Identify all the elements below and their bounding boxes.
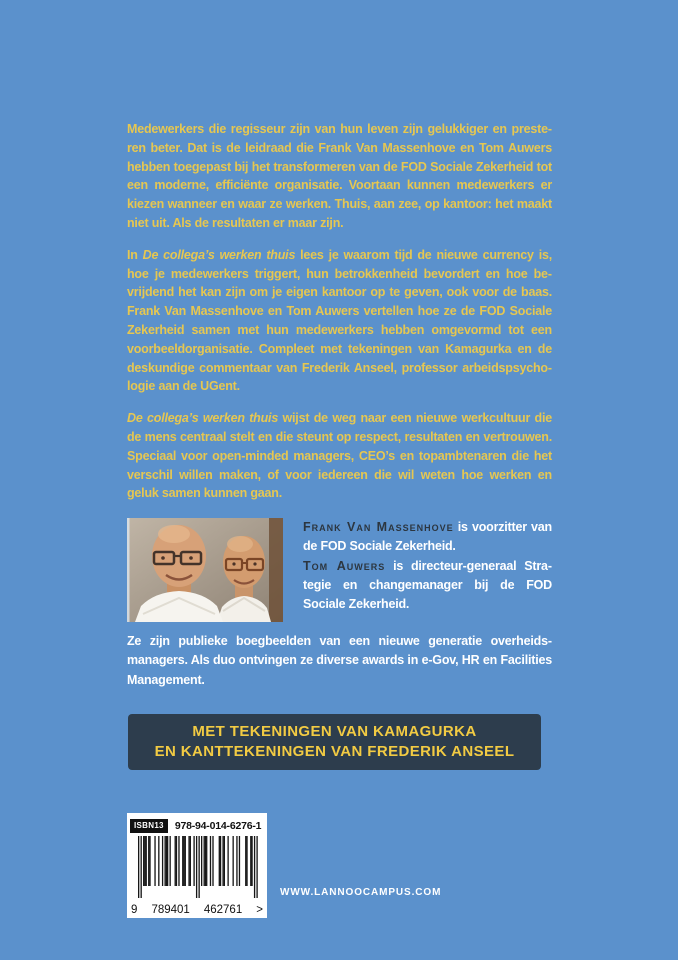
synopsis-paragraph-1: Medewerkers die regisseur zijn van hun leven zijn gelukkiger en presteren beter. Dat is de leidraad die Frank Van Massenhove en Tom Auwers hebben toegepast bij het transformeren van de FOD Sociale Zekerheid tot een moderne, efficiënte organisatie. Voortaan kunnen medewerkers er kiezen wanneer en waar ze werken. Thuis, aan zee, op kantoor: het maakt niet uit. Als de resultaten er maar zijn. xyxy=(127,122,552,230)
synopsis-paragraph-3-body: wijst de weg naar een nieuwe werkcultuur die de mens centraal stelt en die steunt op respect, resultaten en vertrouwen. Speciaal voor open-minded managers, CEO’s en topambtenaren die het verschil willen maken, of voor iedereen die wil weten hoe werken en geluk samen kunnen gaan. xyxy=(127,411,552,501)
authors-photo-illustration xyxy=(127,518,283,622)
banner-line-1: MET TEKENINGEN VAN KAMAGURKA xyxy=(192,723,477,740)
synopsis-paragraph-2 xyxy=(127,246,552,396)
illustrators-banner xyxy=(128,714,541,770)
synopsis-paragraph-2-lead: In xyxy=(127,247,143,262)
bio-frank xyxy=(303,518,552,557)
book-title-italic: De collega’s werken thuis xyxy=(142,247,296,262)
barcode-bars xyxy=(130,836,264,900)
authors-photo xyxy=(127,518,283,622)
author-name-frank: Frank Van Massenhove xyxy=(303,520,454,534)
website-url: WWW.LANNOOCAMPUS.COM xyxy=(280,887,442,898)
synopsis-paragraph-3 xyxy=(127,409,552,503)
barcode-digits xyxy=(127,904,267,917)
authors-bio-text xyxy=(303,518,552,614)
synopsis-paragraph-2-body: lees je waarom tijd de nieuwe currency is, hoe je medewerkers triggert, hun betrokkenheid bevordert en hoe bevrijdend het kan zijn om je eigen kantoor op te geven, ook voor de baas. Frank Van Massenhove en Tom Auwers vertellen hoe ze de FOD Sociale Zekerheid samen met hun medewerkers hebben omgevormd tot een voorbeeldorganisatie. Compleet met tekeningen van Kamagurka en de deskundige commentaar van Frederik Anseel, professor arbeidspsychologie aan de UGent. xyxy=(127,247,552,394)
author-name-tom: Tom Auwers xyxy=(303,558,386,573)
isbn-number: 978-94-014-6276-1 xyxy=(174,819,262,832)
banner-line-2: EN KANTTEKENINGEN VAN FREDERIK ANSEEL xyxy=(154,743,515,760)
isbn-label: ISBN13 xyxy=(130,819,168,833)
bio-tom-role: is directeur-generaal Strategie en changemanager bij de FOD Sociale Zekerheid. xyxy=(303,558,552,612)
barcode-group-1: 789401 xyxy=(151,904,190,916)
barcode-lead-digit: 9 xyxy=(131,904,138,916)
isbn-barcode xyxy=(127,813,267,918)
bio-tom xyxy=(303,557,552,615)
synopsis-section xyxy=(127,120,552,516)
barcode-group-2: 462761 xyxy=(203,904,243,916)
awards-paragraph: Ze zijn publieke boegbeelden van een nieuwe generatie overheidsmanagers. Als duo ontvingen ze diverse awards in e-Gov, HR en Facilities Management. xyxy=(127,634,552,687)
book-title-italic: De collega’s werken thuis xyxy=(127,411,279,426)
isbn-header xyxy=(127,813,267,835)
authors-bio-section xyxy=(127,518,552,622)
bio-frank-role: is voorzitter van de FOD Sociale Zekerheid. xyxy=(303,520,552,554)
barcode-tail: > xyxy=(256,904,263,916)
